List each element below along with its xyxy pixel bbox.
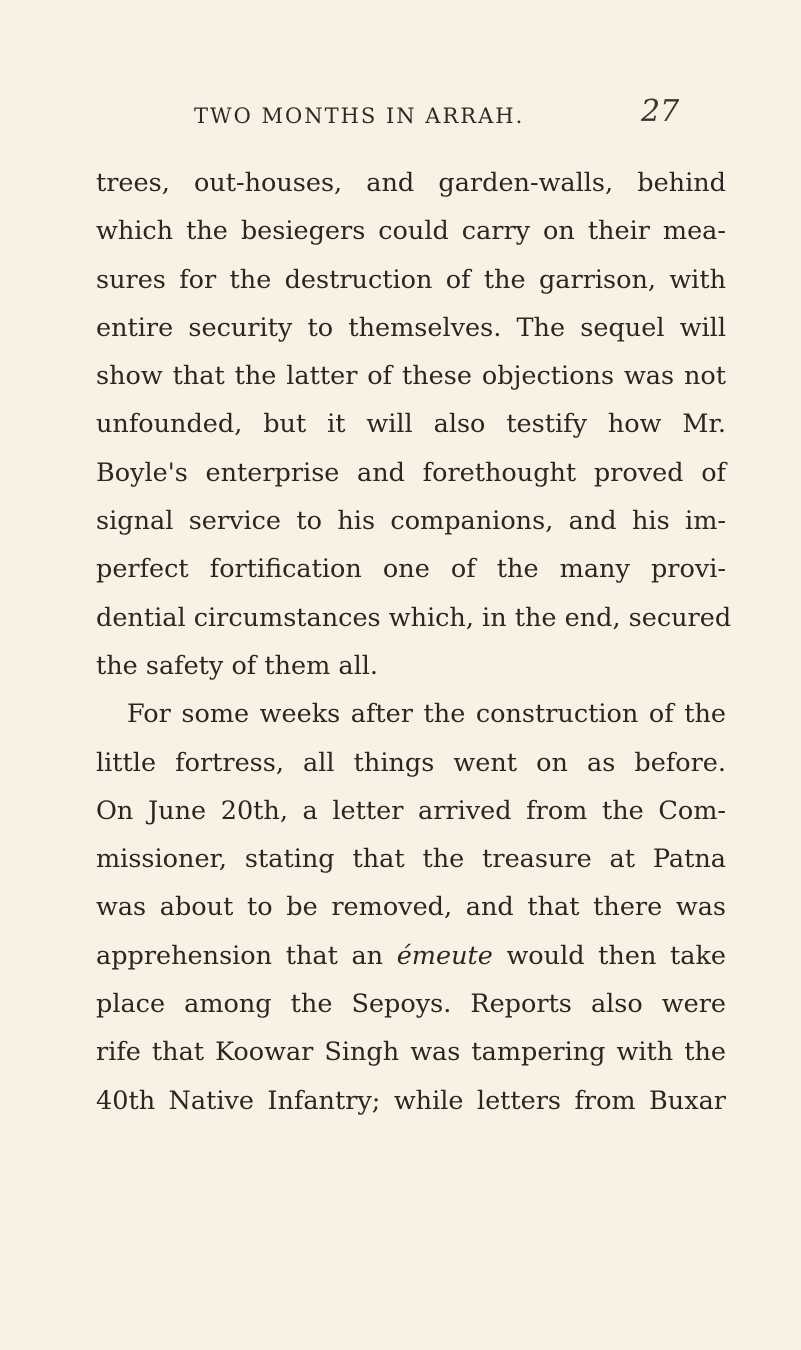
text-line: dential circumstances which, in the end, secured [96, 602, 732, 633]
running-title: TWO MONTHS IN ARRAH. [194, 104, 525, 128]
text-line: sures for the destruction of the garrison, with [96, 264, 726, 295]
text-line: place among the Sepoys. Reports also were [96, 989, 726, 1020]
text-line: perfect fortification one of the many provi- [96, 554, 726, 585]
text-line: signal service to his companions, and his im- [96, 506, 726, 537]
body-text [96, 159, 732, 1125]
text-line: rife that Koowar Singh was tampering with the [96, 1037, 726, 1068]
paragraph-end-line: the safety of them all. [96, 650, 379, 681]
text-line: entire security to themselves. The sequel will [96, 312, 726, 343]
page-number: 27 [641, 94, 680, 129]
paragraph-start-line: For some weeks after the construction of the [127, 699, 726, 730]
text-line: was about to be removed, and that there was [96, 892, 726, 923]
text-segment: would then take [492, 940, 726, 971]
text-segment: apprehension that an [96, 940, 397, 971]
text-line: Boyle's enterprise and forethought proved of [96, 457, 726, 488]
text-line: unfounded, but it will also testify how Mr. [96, 409, 726, 440]
text-line: trees, out-houses, and garden-walls, behind [96, 168, 726, 198]
text-line: On June 20th, a letter arrived from the Com- [96, 795, 726, 826]
text-line: little fortress, all things went on as before. [96, 747, 726, 778]
italic-word: émeute [396, 940, 493, 971]
text-line: missioner, stating that the treasure at Patna [96, 844, 726, 875]
text-line-with-emphasis [96, 932, 726, 980]
text-line: which the besiegers could carry on their mea- [96, 216, 726, 247]
text-line: show that the latter of these objections was not [96, 361, 726, 392]
text-line: 40th Native Infantry; while letters from Buxar [96, 1085, 726, 1116]
